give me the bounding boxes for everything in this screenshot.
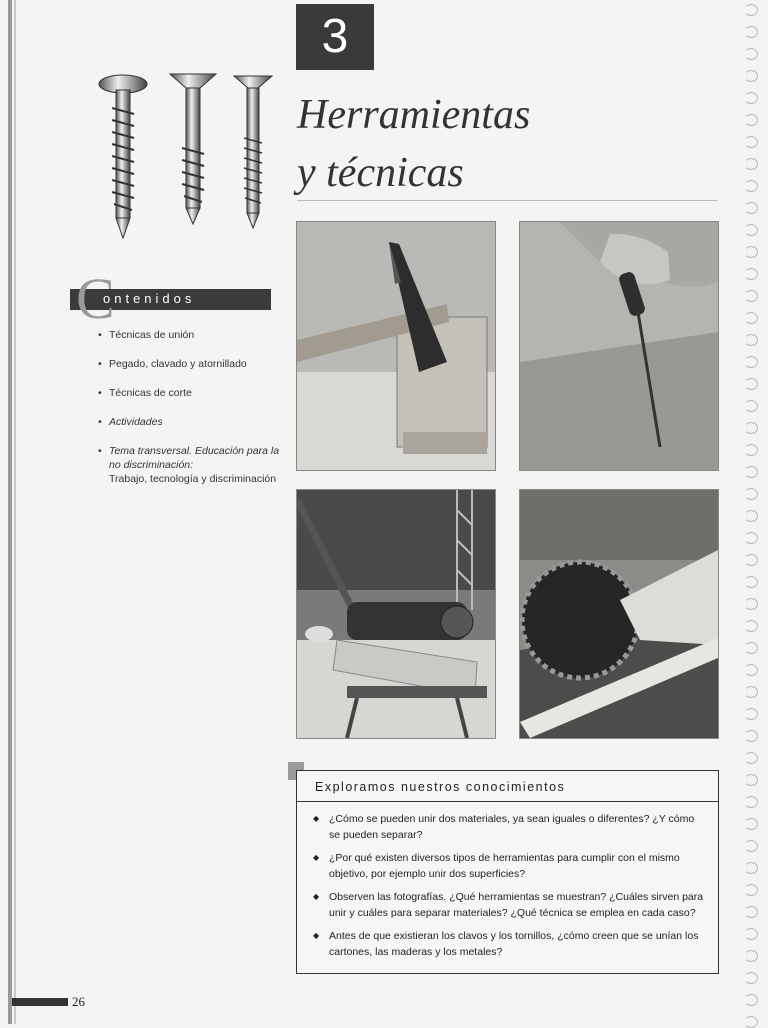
binding-ring [744, 884, 758, 896]
binding-ring [744, 26, 758, 38]
contents-item-transversal [98, 444, 288, 486]
contents-item: • Técnicas de unión [98, 328, 288, 342]
binding-ring [744, 950, 758, 962]
binding-ring [744, 752, 758, 764]
binding-ring [744, 554, 758, 566]
question-item: ◆ Observen las fotografías. ¿Qué herramientas se muestran? ¿Cuáles sirven para unir y cuáles para separar materiales? ¿Qué técnica se emplea en cada caso? [313, 889, 708, 921]
binding-ring [744, 444, 758, 456]
binding-ring [744, 158, 758, 170]
photo-awl [519, 221, 719, 471]
transversal-theme: Tema transversal. Educación para la no discriminación: [109, 445, 280, 471]
binding-ring [744, 400, 758, 412]
binding-ring [744, 48, 758, 60]
binding-ring [744, 114, 758, 126]
binding-ring [744, 796, 758, 808]
binding-ring [744, 246, 758, 258]
photo-hammer [296, 221, 496, 471]
question-item: ◆ ¿Por qué existen diversos tipos de herramientas para cumplir con el mismo objetivo, por ejemplo unir dos superficies? [313, 850, 708, 882]
contents-initial: C [76, 266, 115, 331]
title-line-2: y técnicas [297, 150, 464, 196]
round-head-screw-icon [99, 75, 147, 238]
binding-ring [744, 510, 758, 522]
explore-section [296, 770, 719, 974]
contents-item: • Actividades [98, 415, 288, 429]
binding-ring [744, 378, 758, 390]
binding-ring [744, 620, 758, 632]
binding-ring [744, 466, 758, 478]
binding-ring [744, 1016, 758, 1028]
question-item: ◆ ¿Cómo se pueden unir dos materiales, ya sean iguales o diferentes? ¿Y cómo se pueden separar? [313, 811, 708, 843]
binding-ring [744, 642, 758, 654]
binding-ring [744, 576, 758, 588]
page-binding-edge [8, 0, 12, 1024]
countersunk-screw-icon [234, 76, 272, 228]
binding-ring [744, 356, 758, 368]
page-number-bar [12, 998, 68, 1006]
contents-list [98, 328, 288, 501]
transversal-topic: Trabajo, tecnología y discriminación [109, 473, 277, 485]
title-divider [297, 200, 717, 201]
flat-head-screw-icon [170, 74, 216, 224]
contents-item: • Técnicas de corte [98, 386, 288, 400]
binding-ring [744, 686, 758, 698]
binding-ring [744, 928, 758, 940]
binding-ring [744, 136, 758, 148]
binding-ring [744, 774, 758, 786]
page-binding-edge-inner [14, 0, 16, 1024]
spiral-binding [740, 0, 762, 1024]
binding-ring [744, 4, 758, 16]
binding-ring [744, 708, 758, 720]
binding-ring [744, 972, 758, 984]
question-list [313, 811, 708, 967]
binding-ring [744, 290, 758, 302]
explore-title: Exploramos nuestros conocimientos [315, 780, 566, 794]
binding-ring [744, 70, 758, 82]
binding-ring [744, 422, 758, 434]
binding-ring [744, 906, 758, 918]
chapter-number: 3 [296, 4, 374, 70]
binding-ring [744, 994, 758, 1006]
binding-ring [744, 312, 758, 324]
binding-ring [744, 664, 758, 676]
binding-ring [744, 730, 758, 742]
title-line-1: Herramientas [297, 92, 531, 138]
binding-ring [744, 224, 758, 236]
binding-ring [744, 840, 758, 852]
binding-ring [744, 334, 758, 346]
photo-saw [519, 489, 719, 739]
contents-item: • Pegado, clavado y atornillado [98, 357, 288, 371]
photo-shear [296, 489, 496, 739]
screws-illustration [90, 68, 280, 248]
explore-header [297, 771, 718, 802]
binding-ring [744, 268, 758, 280]
binding-ring [744, 818, 758, 830]
page-title [297, 86, 717, 202]
contents-header: ontenidos [103, 291, 196, 306]
binding-ring [744, 488, 758, 500]
binding-ring [744, 598, 758, 610]
binding-ring [744, 180, 758, 192]
page-number: 26 [72, 994, 85, 1009]
question-item: ◆ Antes de que existieran los clavos y los tornillos, ¿cómo creen que se unían los cartones, las maderas y los metales? [313, 928, 708, 960]
binding-ring [744, 92, 758, 104]
binding-ring [744, 532, 758, 544]
binding-ring [744, 202, 758, 214]
binding-ring [744, 862, 758, 874]
